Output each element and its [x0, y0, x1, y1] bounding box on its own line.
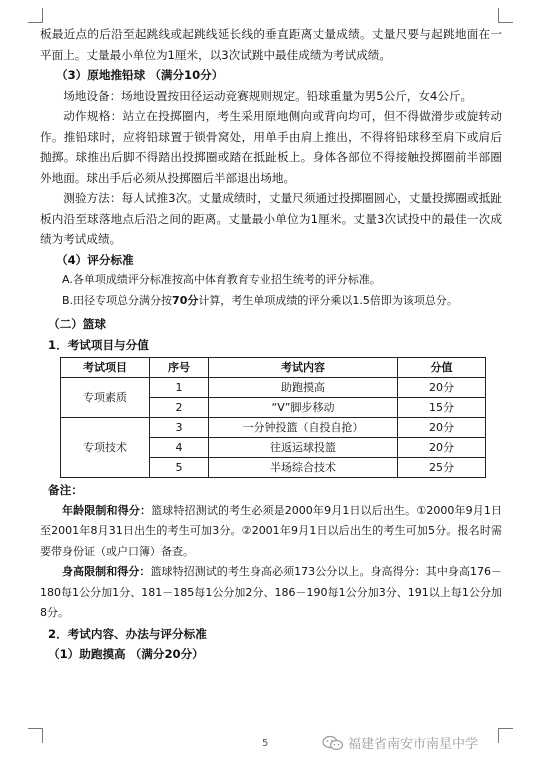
row-content: 一分钟投篮（自投自抢） [209, 418, 398, 438]
col-header-no: 序号 [150, 358, 209, 378]
page-number: 5 [262, 738, 269, 749]
row-content: “V”脚步移动 [209, 398, 398, 418]
basketball-heading: （二）篮球 [48, 317, 106, 331]
age-limit-paragraph: 年龄限制和得分：篮球特招测试的考生必须是2000年9月1日以后出生。①2000年9月1日至2001年8月31日出生的考生可加3分。②2001年9月1日以后出生的考生可加5分。报名时需要带身份证（或户口簿）备查。 [40, 503, 503, 558]
crop-mark-bottom-right [498, 728, 513, 743]
scoring-rule-a: A.各单项成绩评分标准按高中体育教育专业招生统考的评分标准。 [62, 273, 381, 286]
table-row [61, 418, 486, 438]
items-heading: 1．考试项目与分值 [48, 337, 149, 352]
row-no: 5 [150, 458, 209, 478]
method-heading: 2．考试内容、办法与评分标准 [48, 626, 207, 641]
scoring-total: 70分 [172, 293, 199, 307]
row-score: 20分 [398, 438, 486, 458]
col-header-item: 考试项目 [61, 358, 150, 378]
row-no: 1 [150, 378, 209, 398]
age-limit-label: 年龄限制和得分： [62, 503, 152, 517]
table-header-row [61, 358, 486, 378]
row-content: 往返运球投篮 [209, 438, 398, 458]
group-label: 专项技术 [61, 418, 150, 478]
row-content: 助跑摸高 [209, 378, 398, 398]
col-header-content: 考试内容 [209, 358, 398, 378]
height-limit-paragraph: 身高限制和得分：篮球特招测试的考生身高必须173公分以上。身高得分：其中身高176－180每1公分加1分、181－185每1公分加2分、186－190每1公分加3分、191以上每1公分加8分。 [40, 565, 502, 619]
crop-mark-top-right [498, 8, 513, 23]
watermark [322, 733, 478, 752]
document-page [40, 24, 502, 665]
shotput-test-method: 测验方法：每人试推3次。丈量成绩时，丈量尺须通过投掷圈圆心，丈量投掷圈或抵趾板内沿至球落地点后沿之间的距离。丈量最小单位为1厘米。丈量3次试投中的最佳一次成绩为考试成绩。 [40, 191, 502, 246]
height-limit-label: 身高限制和得分： [62, 565, 151, 578]
row-content: 半场综合技术 [209, 458, 398, 478]
run-jump-heading: （1）助跑摸高 （满分20分） [48, 647, 204, 661]
row-no: 3 [150, 418, 209, 438]
shotput-heading: （3）原地推铅球 （满分10分） [56, 68, 224, 82]
row-score: 15分 [398, 398, 486, 418]
wechat-icon [322, 735, 344, 751]
shotput-requirements: 动作规格：站立在投掷圈内，考生采用原地侧向或背向均可，但不得做滑步或旋转动作。推铅球时，应将铅球置于锁骨窝处，用单手由肩上推出，不得将铅球移至肩下或肩后抛掷。球推出后脚不得踏出投掷圈或踏在抵趾板上。身体各部位不得接触投掷圈前半部圈外地面。球出手后必须从投掷圈后半部退出场地。 [40, 109, 502, 185]
row-score: 20分 [398, 418, 486, 438]
row-score: 20分 [398, 378, 486, 398]
scoring-rule-b: B.田径专项总分满分按70分计算，考生单项成绩的评分乘以1.5倍即为该项总分。 [62, 293, 458, 307]
remarks-label: 备注： [48, 483, 83, 497]
long-jump-measure-paragraph: 板最近点的后沿至起跳线或起跳线延长线的垂直距离丈量成绩。丈量尺要与起跳地面在一平面上。丈量最小单位为1厘米，以3次试跳中最佳成绩为考试成绩。 [40, 27, 502, 62]
crop-mark-top-left [28, 8, 43, 23]
row-no: 2 [150, 398, 209, 418]
group-label: 专项素质 [61, 378, 150, 418]
row-no: 4 [150, 438, 209, 458]
table-row [61, 378, 486, 398]
watermark-text: 福建省南安市南星中学 [348, 737, 479, 752]
row-score: 25分 [398, 458, 486, 478]
scoring-heading: （4）评分标准 [56, 252, 134, 267]
exam-items-table [60, 357, 486, 478]
crop-mark-bottom-left [28, 728, 43, 743]
shotput-venue: 场地设备：场地设置按田径运动竞赛规则规定。铅球重量为男5公斤，女4公斤。 [63, 88, 473, 103]
col-header-score: 分值 [398, 358, 486, 378]
